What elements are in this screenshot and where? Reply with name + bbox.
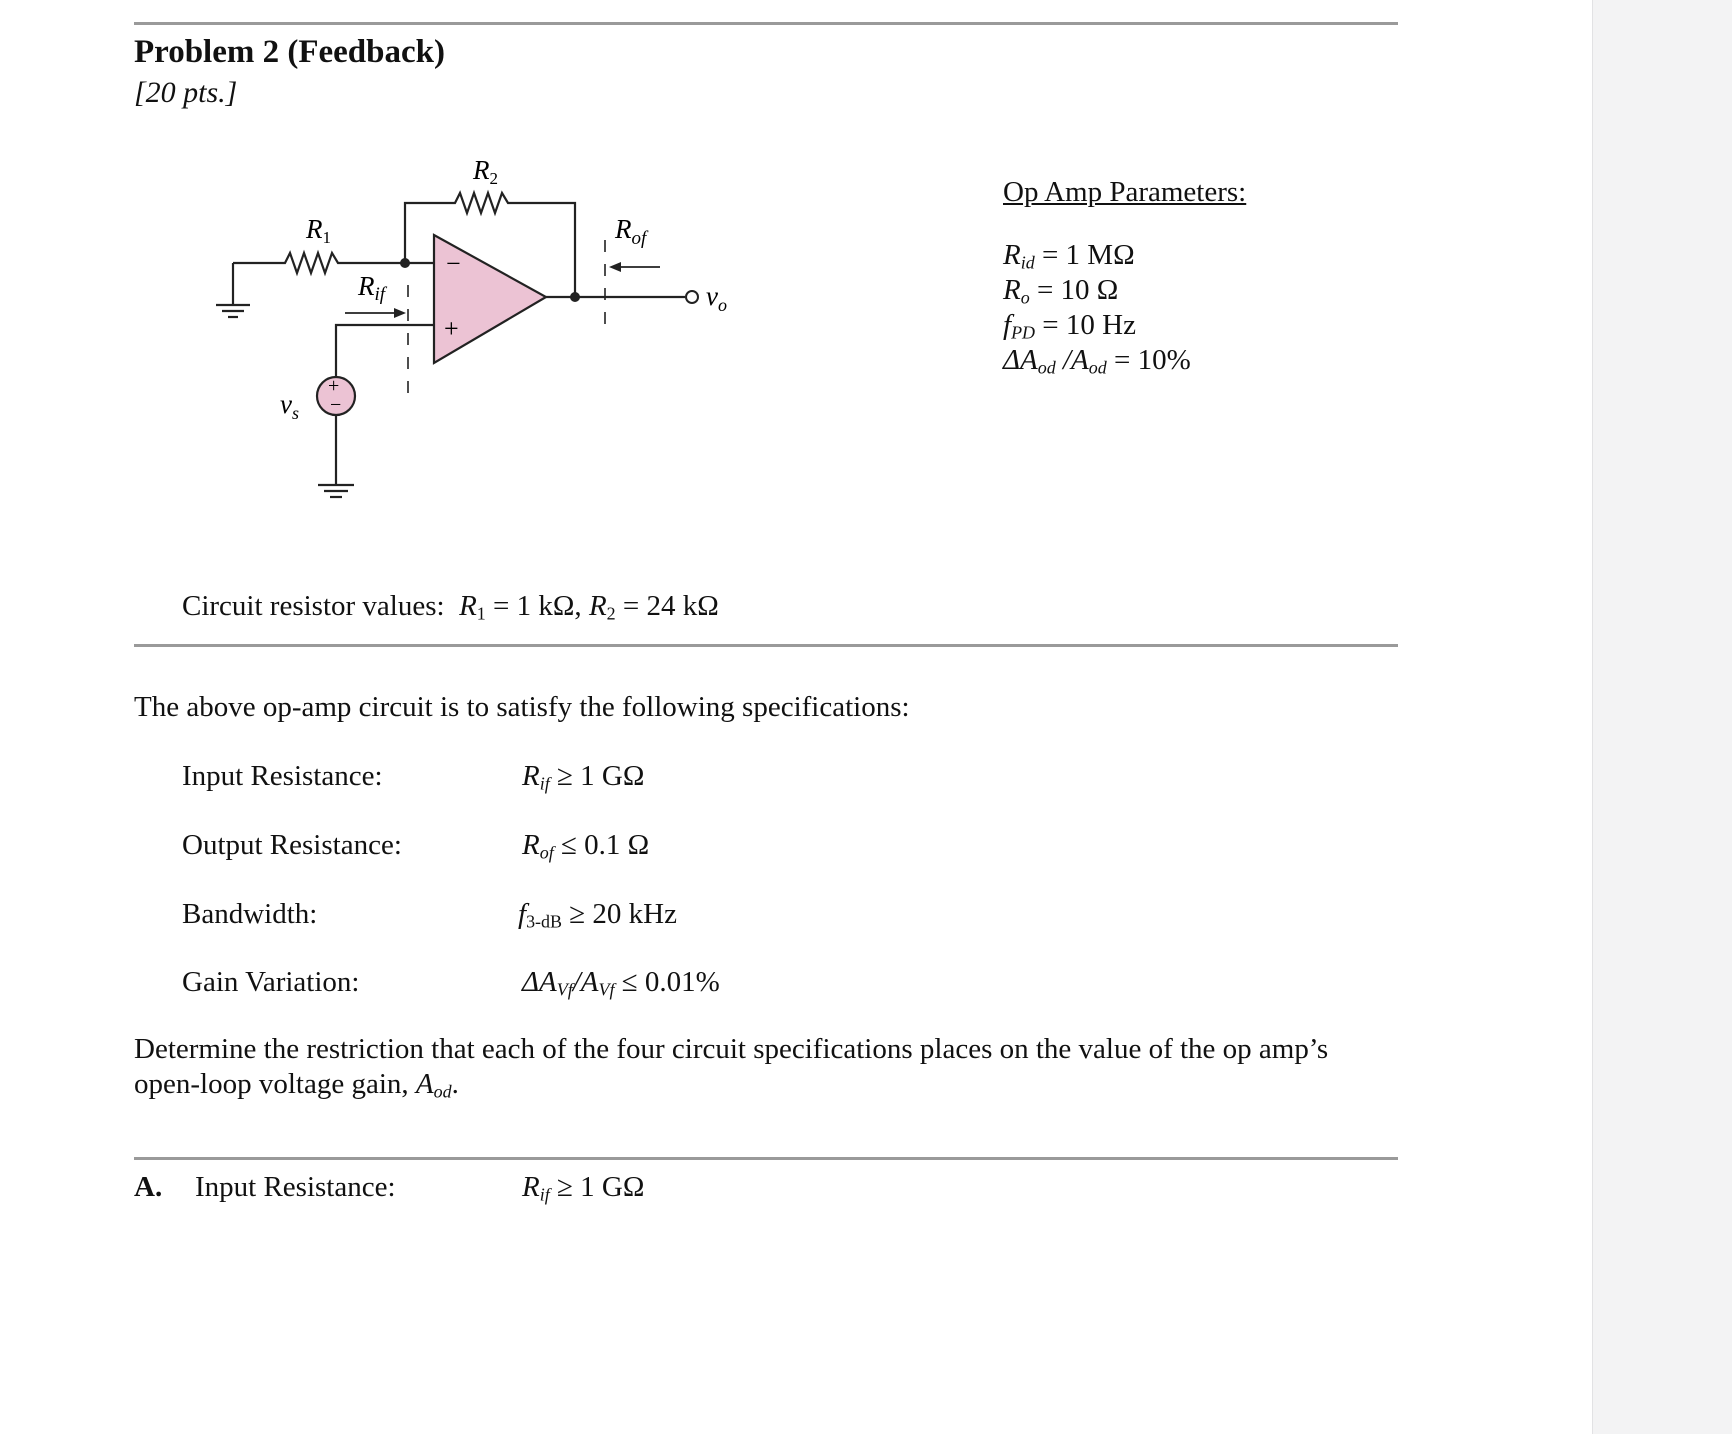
top-rule: [134, 22, 1398, 25]
label-r2: R2: [473, 155, 498, 188]
junction-dot-output: [570, 292, 580, 302]
param-ro: $R_o = 10$ Ω: [1003, 274, 1119, 308]
junction-dot-inverting: [400, 258, 410, 268]
rof-arrow-head: [609, 262, 621, 272]
param-rid: $R_{id} = 1$ MΩ: [1003, 239, 1135, 273]
label-noninverting-sign: +: [444, 314, 459, 343]
opamp-parameters-heading: Op Amp Parameters:: [1003, 176, 1247, 208]
label-vo: $v_o$: [706, 281, 727, 315]
task-line-2: open-loop voltage gain, $A_{od}$.: [134, 1068, 459, 1102]
param-gain-variation: $\Delta A_{od}$ $/A_{od} = 10\%$: [1003, 344, 1191, 378]
part-a-label: Input Resistance:: [195, 1171, 396, 1203]
spec-value-bandwidth: $f_{3-dB} \ge 20$ kHz: [518, 898, 677, 932]
task-line-1: Determine the restriction that each of the four circuit specifications places on the value of the op amp’s: [134, 1033, 1329, 1065]
resistor-values: Circuit resistor values: $R_1 = 1$ kΩ, $R_2 = 24$ kΩ: [182, 590, 719, 624]
problem-points: [20 pts.]: [134, 76, 238, 109]
label-rif: Rif: [358, 271, 386, 305]
side-panel: [1592, 0, 1732, 1434]
spec-label-gain-variation: Gain Variation:: [182, 966, 360, 998]
param-fpd: $f_{PD} = 10$ Hz: [1003, 309, 1136, 343]
label-inverting-sign: −: [446, 249, 461, 278]
spec-value-input-resistance: $R_{if} \ge 1$ GΩ: [522, 760, 645, 794]
spec-label-input-resistance: Input Resistance:: [182, 760, 383, 792]
output-terminal: [686, 291, 698, 303]
rif-arrow-head: [394, 308, 406, 318]
label-rof: $R_{of}$: [615, 214, 647, 249]
part-a-value: $R_{if} \ge 1$ GΩ: [522, 1171, 645, 1205]
middle-rule: [134, 644, 1398, 647]
spec-intro: The above op-amp circuit is to satisfy the following specifications:: [134, 691, 910, 723]
problem-title: Problem 2 (Feedback): [134, 34, 446, 70]
spec-label-bandwidth: Bandwidth:: [182, 898, 318, 930]
spec-value-gain-variation: $\Delta A_{Vf}/A_{Vf} \le 0.01\%$: [522, 966, 720, 1000]
spec-value-output-resistance: $R_{of} \le 0.1$ Ω: [522, 829, 650, 863]
label-source-plus: +: [328, 375, 340, 397]
label-source-minus: −: [330, 394, 342, 416]
label-vs: $v_s$: [280, 389, 299, 423]
spec-label-output-resistance: Output Resistance:: [182, 829, 402, 861]
r1-resistor: [233, 253, 405, 273]
circuit-diagram: [190, 145, 750, 525]
bottom-rule: [134, 1157, 1398, 1160]
part-a-letter: A.: [134, 1171, 163, 1203]
opamp-parameters: [1003, 176, 1246, 379]
label-r1: R1: [306, 214, 331, 247]
noninverting-input-wire: [336, 325, 434, 377]
